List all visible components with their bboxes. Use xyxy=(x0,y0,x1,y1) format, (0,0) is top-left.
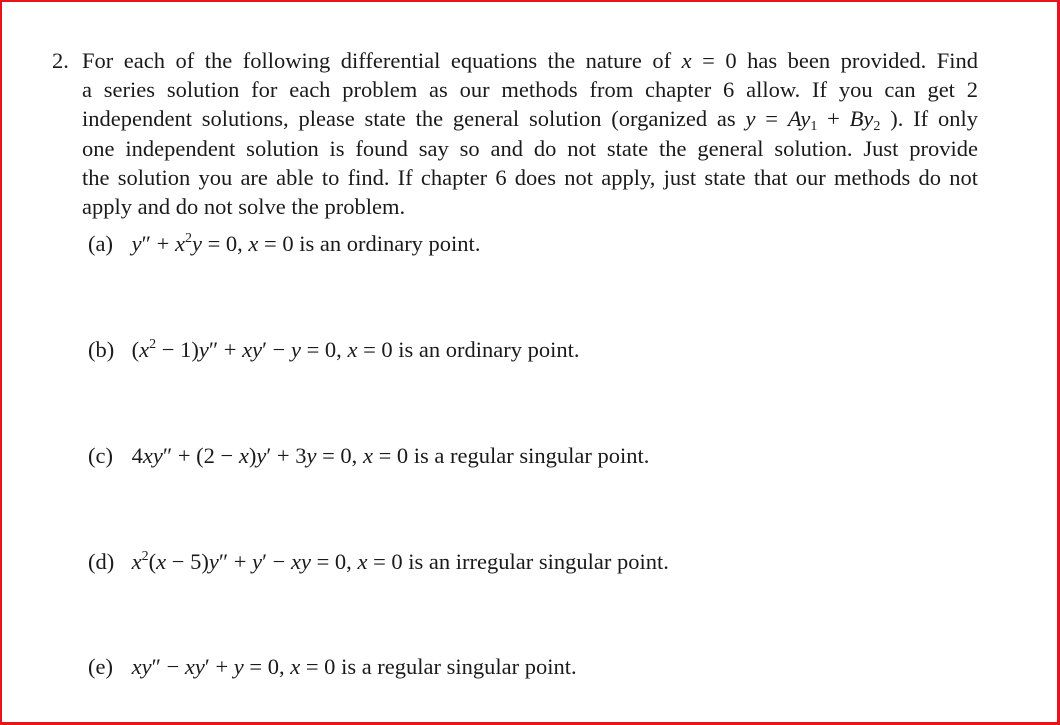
part-equation: $y'' + x^2y = 0$, x = 0 xyxy=(131,231,300,256)
part-label: (e) xyxy=(88,654,113,679)
part-nature: is a regular singular point. xyxy=(413,443,650,468)
part-label: (d) xyxy=(88,549,115,574)
part-equation: $x^2(x - 5)y'' + y'$ − xy = 0, x = 0 xyxy=(131,549,409,574)
instruction-line-4: one independent solution is found say so and do not state the general solution. Just provide xyxy=(82,135,978,161)
part-label: (b) xyxy=(88,337,115,362)
part-equation: 4xy″ + (2 − x)y′ + 3y = 0, x = 0 xyxy=(131,443,414,468)
part-label: (a) xyxy=(88,231,113,256)
part-nature: is an ordinary point. xyxy=(398,337,580,362)
instruction-line-1: For each of the following differential equations the nature of x = 0 has been provided. Find xyxy=(82,48,978,73)
part-label: (c) xyxy=(88,443,113,468)
instruction-line-5: the solution you are able to find. If chapter 6 does not apply, just state that our methods do not xyxy=(82,164,978,190)
part-d xyxy=(88,547,669,576)
part-nature: is a regular singular point. xyxy=(341,654,577,679)
part-nature: is an ordinary point. xyxy=(299,231,481,256)
instruction-line-6: apply and do not solve the problem. xyxy=(82,194,406,220)
problem-number: 2. xyxy=(52,48,69,73)
part-b xyxy=(88,335,580,364)
part-a xyxy=(88,229,480,258)
part-e xyxy=(88,652,577,681)
part-c xyxy=(88,441,649,470)
part-nature: is an irregular singular point. xyxy=(408,549,669,574)
instruction-line-2: a series solution for each problem as our methods from chapter 6 allow. If you can get 2 xyxy=(82,77,978,103)
problem-instructions xyxy=(82,46,978,221)
part-equation: $(x^2 - 1)y'' + xy' - y = 0$, x = 0 xyxy=(131,337,399,362)
part-equation: xy″ − xy′ + y = 0, x = 0 xyxy=(131,654,342,679)
instruction-line-3: independent solutions, please state the general solution (organized as $y = Ay_1 + By_2$ ). If only xyxy=(82,106,978,135)
